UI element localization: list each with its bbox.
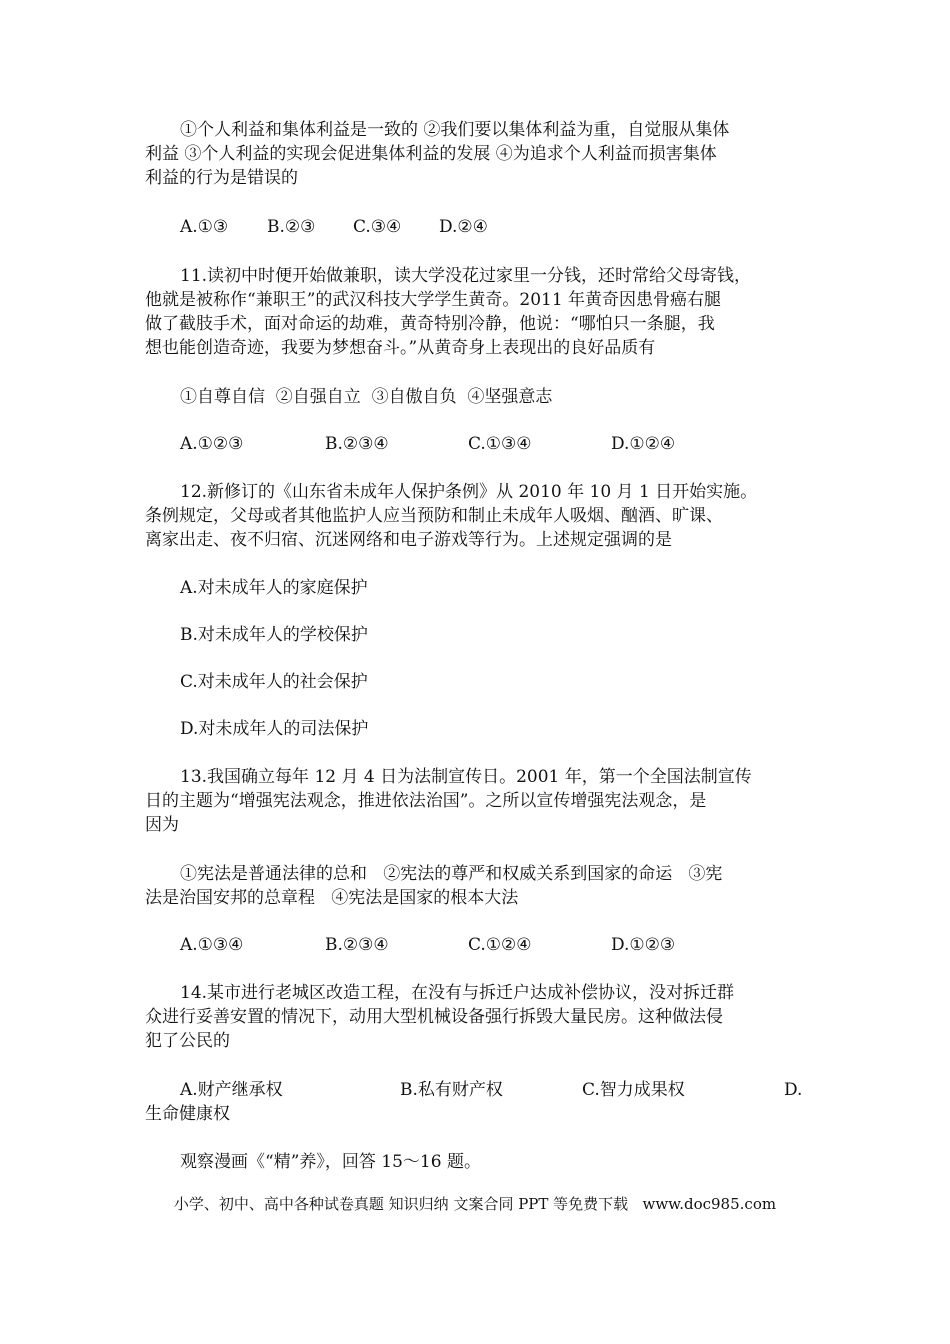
q14-stem-line-1: 14.某市进行老城区改造工程，在没有与拆迁户达成补偿协议，没对拆迁群 — [180, 983, 735, 1003]
q12-stem-line-1: 12.新修订的《山东省未成年人保护条例》从 2010 年 10 月 1 日开始实施。 — [180, 482, 758, 502]
q10-option-c: C.③④ — [353, 217, 402, 237]
q13-option-c: C.①②④ — [468, 935, 532, 955]
q12-stem-line-2: 条例规定，父母或者其他监护人应当预防和制止未成年人吸烟、酗酒、旷课、 — [145, 506, 723, 526]
q12-option-b: B.对未成年人的学校保护 — [180, 625, 368, 645]
q13-statement-line-2: 法是治国安邦的总章程 ④宪法是国家的根本大法 — [145, 888, 519, 908]
q11-option-c: C.①③④ — [468, 434, 532, 454]
q13-stem-line-1: 13.我国确立每年 12 月 4 日为法制宣传日。2001 年，第一个全国法制宣传 — [180, 767, 752, 787]
q11-stem-line-2: 他就是被称作“兼职王”的武汉科技大学学生黄奇。2011 年黄奇因患骨癌右腿 — [145, 290, 722, 310]
q14-option-a: A.财产继承权 — [180, 1080, 283, 1100]
q13-option-d: D.①②③ — [611, 935, 676, 955]
q14-stem-line-3: 犯了公民的 — [145, 1031, 230, 1051]
q13-stem-line-3: 因为 — [145, 815, 179, 835]
q12-option-a: A.对未成年人的家庭保护 — [180, 578, 368, 598]
q11-stem-line-3: 做了截肢手术，面对命运的劫难，黄奇特别冷静，他说：“哪怕只一条腿，我 — [145, 314, 715, 334]
q12-option-d: D.对未成年人的司法保护 — [180, 719, 369, 739]
q10-option-d: D.②④ — [439, 217, 488, 237]
q10-option-b: B.②③ — [267, 217, 316, 237]
q14-stem-line-2: 众进行妥善安置的情况下，动用大型机械设备强行拆毁大量民房。这种做法侵 — [145, 1007, 723, 1027]
q10-statement-line-2: 利益 ③个人利益的实现会促进集体利益的发展 ④为追求个人利益而损害集体 — [145, 144, 717, 164]
q13-option-a: A.①③④ — [180, 935, 244, 955]
q13-statement-line-1: ①宪法是普通法律的总和 ②宪法的尊严和权威关系到国家的命运 ③宪 — [180, 864, 723, 884]
q11-stem-line-1: 11.读初中时便开始做兼职，读大学没花过家里一分钱，还时常给父母寄钱， — [180, 266, 752, 286]
q15-16-intro: 观察漫画《“精”养》，回答 15～16 题。 — [180, 1152, 481, 1172]
q14-option-d-continued: 生命健康权 — [145, 1104, 230, 1124]
q10-statement-line-3: 利益的行为是错误的 — [145, 168, 298, 188]
q10-statement-line-1: ①个人利益和集体利益是一致的 ②我们要以集体利益为重，自觉服从集体 — [180, 120, 730, 140]
q12-stem-line-3: 离家出走、夜不归宿、沉迷网络和电子游戏等行为。上述规定强调的是 — [145, 530, 672, 550]
q12-option-c: C.对未成年人的社会保护 — [180, 672, 368, 692]
q11-stem-line-4: 想也能创造奇迹，我要为梦想奋斗。”从黄奇身上表现出的良好品质有 — [145, 338, 656, 358]
q11-option-a: A.①②③ — [180, 434, 244, 454]
q14-option-d: D. — [784, 1080, 803, 1100]
q11-option-d: D.①②④ — [611, 434, 676, 454]
page-footer: 小学、初中、高中各种试卷真题 知识归纳 文案合同 PPT 等免费下载 www.doc985.com — [173, 1195, 777, 1213]
q13-option-b: B.②③④ — [325, 935, 389, 955]
q13-stem-line-2: 日的主题为“增强宪法观念，推进依法治国”。之所以宣传增强宪法观念，是 — [145, 791, 707, 811]
q11-statements: ①自尊自信 ②自强自立 ③自傲自负 ④坚强意志 — [180, 387, 553, 407]
q14-option-c: C.智力成果权 — [582, 1080, 685, 1100]
q14-option-b: B.私有财产权 — [400, 1080, 503, 1100]
q10-option-a: A.①③ — [180, 217, 229, 237]
q11-option-b: B.②③④ — [325, 434, 389, 454]
